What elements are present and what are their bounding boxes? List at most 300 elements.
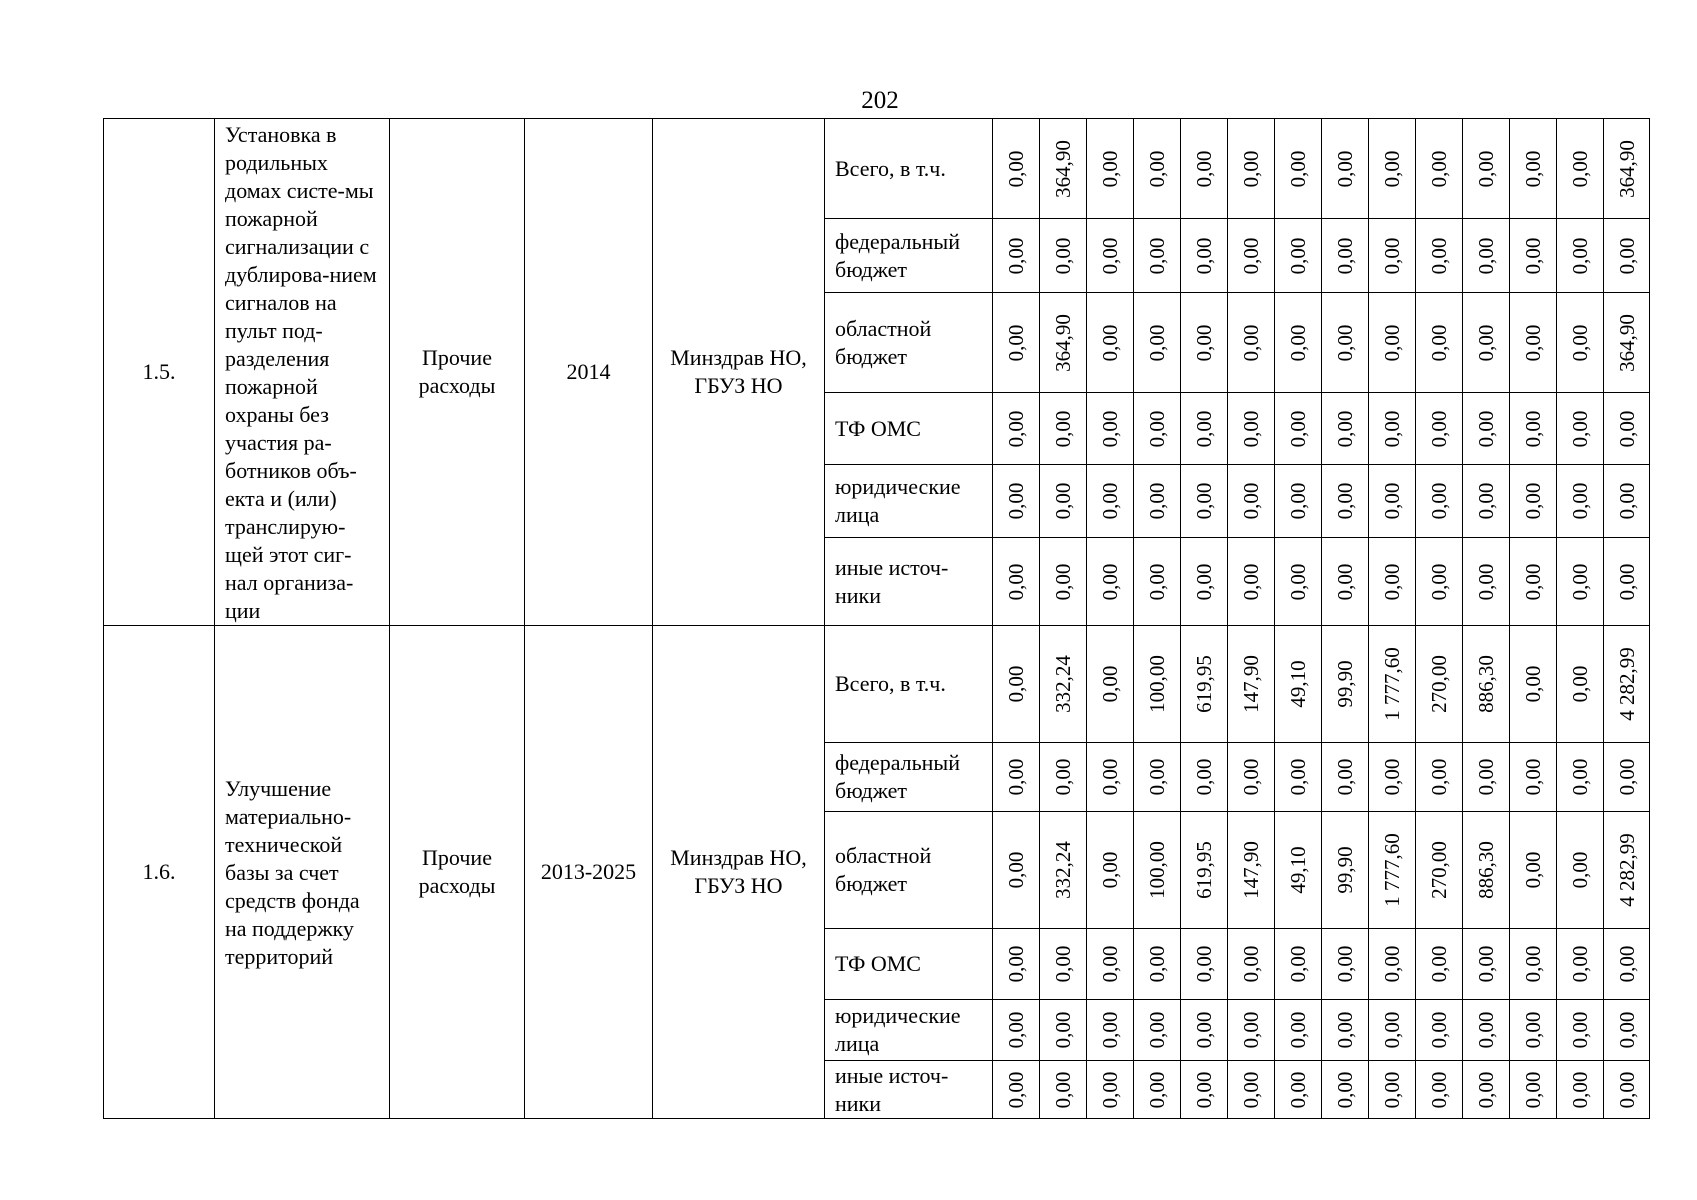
value-cell [1369,293,1416,393]
value-cell [1087,1061,1134,1119]
value-cell [1228,219,1275,293]
value-text: 0,00 [1192,324,1216,361]
value-cell [1322,393,1369,465]
value-text: 0,00 [1239,482,1263,520]
value-text: 0,00 [1474,237,1498,274]
value-text: 0,00 [1568,665,1592,703]
funding-source: федеральный бюджет [825,743,993,812]
value-text: 0,00 [1521,324,1545,361]
value-text: 100,00 [1145,841,1169,899]
value-text: 0,00 [1474,1011,1498,1049]
value-text: 0,00 [1380,237,1404,274]
value-cell [1463,743,1510,812]
value-cell [1463,812,1510,929]
value-cell [1369,538,1416,626]
value-cell [1463,1000,1510,1061]
value-cell [1557,1061,1604,1119]
value-text: 364,90 [1051,313,1075,372]
value-cell [1604,465,1650,538]
value-cell [993,626,1040,743]
value-cell [1275,812,1322,929]
funding-source: федеральный бюджет [825,219,993,293]
value-cell [993,929,1040,1000]
value-cell [1369,393,1416,465]
value-cell [1463,465,1510,538]
value-text: 0,00 [1239,410,1263,447]
value-text: 0,00 [1098,150,1122,187]
value-cell [1275,119,1322,219]
value-text: 0,00 [1004,665,1028,703]
executor: Минздрав НО, ГБУЗ НО [653,119,825,626]
value-text: 0,00 [1521,665,1545,703]
value-cell [1510,812,1557,929]
value-text: 0,00 [1521,150,1545,187]
value-cell [1040,812,1087,929]
value-cell [1369,743,1416,812]
expense-type: Прочие расходы [390,119,525,626]
value-text: 0,00 [1614,758,1639,796]
value-text: 0,00 [1004,410,1028,447]
value-cell [1604,929,1650,1000]
value-text: 0,00 [1192,1071,1216,1108]
value-text: 0,00 [1474,945,1498,983]
value-cell [1416,626,1463,743]
value-cell [993,293,1040,393]
value-cell [1040,219,1087,293]
value-cell [1416,119,1463,219]
value-cell [1557,293,1604,393]
value-text: 0,00 [1145,237,1169,274]
value-text: 332,24 [1051,841,1075,899]
value-cell [1322,465,1369,538]
value-text: 0,00 [1427,150,1451,187]
value-cell [1557,626,1604,743]
value-cell [1416,743,1463,812]
value-cell [1134,929,1181,1000]
budget-table [103,118,1650,1119]
value-text: 0,00 [1286,1071,1310,1108]
value-cell [1275,465,1322,538]
value-text: 0,00 [1098,482,1122,520]
value-text: 0,00 [1521,1071,1545,1108]
value-text: 0,00 [1474,563,1498,600]
value-cell [1040,1061,1087,1119]
value-text: 0,00 [1474,482,1498,520]
value-cell [993,119,1040,219]
value-cell [1087,929,1134,1000]
value-cell [1087,465,1134,538]
section-name: Улучшение материально-технической базы за счет средств фонда на поддержку территорий [215,626,390,1119]
value-text: 0,00 [1333,563,1357,600]
value-cell [993,743,1040,812]
value-cell [1463,1061,1510,1119]
value-text: 0,00 [1051,1071,1075,1108]
value-text: 0,00 [1192,758,1216,796]
value-cell [1040,1000,1087,1061]
value-cell [1510,293,1557,393]
value-text: 0,00 [1380,1071,1404,1108]
value-cell [1181,1000,1228,1061]
value-text: 0,00 [1098,945,1122,983]
value-text: 0,00 [1286,482,1310,520]
value-cell [1416,219,1463,293]
value-text: 0,00 [1427,1011,1451,1049]
value-cell [1040,929,1087,1000]
value-text: 0,00 [1521,482,1545,520]
value-text: 4 282,99 [1614,833,1639,907]
value-cell [1134,1000,1181,1061]
value-text: 0,00 [1004,1071,1028,1108]
value-text: 0,00 [1568,482,1592,520]
value-cell [1087,812,1134,929]
value-text: 0,00 [1333,945,1357,983]
value-text: 0,00 [1004,945,1028,983]
value-cell [1416,812,1463,929]
value-cell [1557,465,1604,538]
value-text: 0,00 [1568,150,1592,187]
value-text: 0,00 [1145,410,1169,447]
value-text: 99,90 [1333,660,1357,708]
value-cell [1510,743,1557,812]
value-cell [1510,538,1557,626]
value-cell [1040,626,1087,743]
value-cell [1416,929,1463,1000]
value-text: 0,00 [1239,237,1263,274]
funding-source: Всего, в т.ч. [825,626,993,743]
value-cell [1322,538,1369,626]
value-text: 0,00 [1098,237,1122,274]
value-text: 0,00 [1568,1071,1592,1108]
value-text: 0,00 [1568,324,1592,361]
value-cell [993,1000,1040,1061]
value-text: 0,00 [1568,945,1592,983]
value-text: 0,00 [1192,945,1216,983]
value-text: 0,00 [1145,1071,1169,1108]
value-cell [993,465,1040,538]
value-text: 0,00 [1380,482,1404,520]
value-cell [1510,626,1557,743]
funding-source: юридические лица [825,1000,993,1061]
value-text: 0,00 [1521,758,1545,796]
value-text: 0,00 [1286,758,1310,796]
value-cell [1087,393,1134,465]
value-cell [1181,393,1228,465]
value-cell [1510,465,1557,538]
value-text: 100,00 [1145,655,1169,713]
value-text: 49,10 [1286,846,1310,894]
value-cell [1134,1061,1181,1119]
value-cell [1369,812,1416,929]
value-text: 0,00 [1051,410,1075,447]
value-text: 0,00 [1333,758,1357,796]
value-text: 0,00 [1614,945,1639,983]
value-text: 0,00 [1239,1011,1263,1049]
value-text: 0,00 [1380,563,1404,600]
value-cell [1369,465,1416,538]
value-cell [1463,119,1510,219]
value-cell [1416,393,1463,465]
value-text: 0,00 [1521,410,1545,447]
value-text: 364,90 [1614,139,1639,198]
value-text: 0,00 [1145,945,1169,983]
value-cell [1275,219,1322,293]
value-cell [1322,929,1369,1000]
value-cell [1275,293,1322,393]
funding-source: Всего, в т.ч. [825,119,993,219]
value-cell [993,812,1040,929]
value-text: 364,90 [1614,313,1639,372]
value-cell [1322,626,1369,743]
value-cell [1228,1000,1275,1061]
value-text: 0,00 [1333,237,1357,274]
value-text: 0,00 [1333,1011,1357,1049]
value-text: 0,00 [1568,851,1592,889]
value-cell [1463,929,1510,1000]
value-text: 0,00 [1098,410,1122,447]
value-cell [1557,929,1604,1000]
value-text: 0,00 [1145,758,1169,796]
value-cell [1228,119,1275,219]
value-cell [1134,465,1181,538]
value-text: 0,00 [1286,324,1310,361]
value-cell [1134,219,1181,293]
value-cell [1322,1061,1369,1119]
value-cell [1040,538,1087,626]
value-text: 0,00 [1051,945,1075,983]
value-text: 0,00 [1239,150,1263,187]
value-text: 364,90 [1051,139,1075,198]
value-cell [1416,1061,1463,1119]
value-cell [1181,743,1228,812]
value-cell [1604,393,1650,465]
value-text: 0,00 [1145,150,1169,187]
value-text: 0,00 [1004,324,1028,361]
value-text: 0,00 [1239,945,1263,983]
implementation-period: 2014 [525,119,653,626]
value-text: 0,00 [1286,945,1310,983]
value-cell [1510,119,1557,219]
value-cell [1369,1061,1416,1119]
value-cell [1322,812,1369,929]
value-text: 99,90 [1333,846,1357,894]
value-text: 0,00 [1051,563,1075,600]
value-text: 0,00 [1333,324,1357,361]
value-cell [1557,538,1604,626]
value-cell [1557,743,1604,812]
value-text: 0,00 [1098,758,1122,796]
value-text: 0,00 [1333,1071,1357,1108]
value-text: 0,00 [1051,482,1075,520]
value-text: 0,00 [1239,1071,1263,1108]
value-text: 0,00 [1192,237,1216,274]
value-cell [1604,293,1650,393]
value-text: 0,00 [1098,324,1122,361]
value-text: 0,00 [1004,150,1028,187]
value-cell [1557,393,1604,465]
value-text: 0,00 [1051,1011,1075,1049]
value-cell [1228,929,1275,1000]
value-text: 0,00 [1568,563,1592,600]
table-row [104,626,1650,743]
value-cell [1134,812,1181,929]
value-cell [1604,1000,1650,1061]
value-cell [1087,743,1134,812]
value-cell [1040,119,1087,219]
value-text: 4 282,99 [1614,647,1639,721]
value-cell [1228,812,1275,929]
value-text: 0,00 [1568,1011,1592,1049]
value-text: 886,30 [1474,655,1498,713]
value-cell [1181,465,1228,538]
funding-source: ТФ ОМС [825,929,993,1000]
value-text: 0,00 [1286,237,1310,274]
value-cell [1040,743,1087,812]
value-cell [1463,626,1510,743]
value-cell [1463,293,1510,393]
value-text: 0,00 [1614,410,1639,447]
value-text: 0,00 [1286,1011,1310,1049]
value-cell [1275,1061,1322,1119]
value-cell [1181,1061,1228,1119]
value-text: 0,00 [1333,482,1357,520]
value-cell [1322,293,1369,393]
value-cell [1275,538,1322,626]
value-text: 0,00 [1427,237,1451,274]
value-cell [1134,743,1181,812]
value-text: 0,00 [1333,410,1357,447]
value-cell [1557,1000,1604,1061]
value-cell [1510,1061,1557,1119]
funding-source: юридические лица [825,465,993,538]
value-cell [1322,119,1369,219]
value-cell [1416,465,1463,538]
page-number: 202 [861,87,899,114]
value-cell [1275,1000,1322,1061]
value-text: 0,00 [1239,563,1263,600]
value-cell [1181,929,1228,1000]
value-cell [1181,119,1228,219]
value-cell [1416,538,1463,626]
value-cell [993,219,1040,293]
value-text: 0,00 [1004,482,1028,520]
value-text: 0,00 [1380,945,1404,983]
value-text: 0,00 [1568,237,1592,274]
value-text: 0,00 [1614,563,1639,600]
value-cell [1228,1061,1275,1119]
value-cell [1416,1000,1463,1061]
value-text: 0,00 [1427,410,1451,447]
value-text: 0,00 [1098,1071,1122,1108]
section-name: Установка в родильных домах систе-мы пожарной сигнализации с дублирова-нием сигналов на пульт под-разделения пожарной охраны без участия ра-ботников объ-екта и (или) транслирую-щей этот сиг-нал организа-ции [215,119,390,626]
value-cell [1087,119,1134,219]
value-text: 0,00 [1004,563,1028,600]
value-text: 270,00 [1427,655,1451,713]
value-text: 886,30 [1474,841,1498,899]
value-cell [1557,119,1604,219]
value-cell [1228,293,1275,393]
value-cell [1228,626,1275,743]
value-text: 0,00 [1051,758,1075,796]
value-cell [1322,219,1369,293]
value-cell [1510,1000,1557,1061]
value-cell [1040,465,1087,538]
value-text: 147,90 [1239,841,1263,899]
value-cell [1369,1000,1416,1061]
value-cell [1040,393,1087,465]
value-cell [1604,119,1650,219]
value-cell [993,393,1040,465]
value-text: 0,00 [1427,563,1451,600]
value-cell [1087,293,1134,393]
value-cell [1134,119,1181,219]
value-text: 619,95 [1192,655,1216,713]
value-cell [1369,219,1416,293]
value-text: 0,00 [1427,324,1451,361]
value-text: 0,00 [1474,410,1498,447]
value-cell [1228,393,1275,465]
value-text: 0,00 [1614,1011,1639,1049]
value-cell [1604,812,1650,929]
funding-source: иные источ-ники [825,538,993,626]
executor: Минздрав НО, ГБУЗ НО [653,626,825,1119]
value-cell [1087,219,1134,293]
value-text: 0,00 [1192,150,1216,187]
value-cell [1510,393,1557,465]
funding-source: областной бюджет [825,293,993,393]
value-cell [1087,626,1134,743]
value-cell [1510,219,1557,293]
table-row [104,119,1650,219]
value-text: 0,00 [1239,324,1263,361]
value-text: 0,00 [1427,945,1451,983]
value-cell [1322,1000,1369,1061]
value-text: 0,00 [1474,1071,1498,1108]
value-text: 0,00 [1145,324,1169,361]
value-text: 0,00 [1427,758,1451,796]
value-text: 0,00 [1098,851,1122,889]
value-text: 0,00 [1004,1011,1028,1049]
value-text: 0,00 [1474,758,1498,796]
value-text: 270,00 [1427,841,1451,899]
value-cell [993,1061,1040,1119]
value-cell [1604,743,1650,812]
value-text: 0,00 [1568,410,1592,447]
value-text: 0,00 [1239,758,1263,796]
value-text: 0,00 [1004,237,1028,274]
value-cell [1181,538,1228,626]
value-text: 0,00 [1380,324,1404,361]
value-cell [1181,626,1228,743]
value-text: 0,00 [1614,482,1639,520]
value-cell [1416,293,1463,393]
value-text: 0,00 [1380,758,1404,796]
value-cell [1134,626,1181,743]
value-cell [1510,929,1557,1000]
section-number: 1.6. [104,626,215,1119]
value-text: 0,00 [1568,758,1592,796]
value-text: 332,24 [1051,655,1075,713]
value-text: 0,00 [1614,1071,1639,1108]
funding-source: ТФ ОМС [825,393,993,465]
value-text: 0,00 [1380,1011,1404,1049]
section-number: 1.5. [104,119,215,626]
value-text: 0,00 [1614,237,1639,274]
value-text: 0,00 [1098,665,1122,703]
value-text: 0,00 [1192,410,1216,447]
funding-source: областной бюджет [825,812,993,929]
value-text: 0,00 [1333,150,1357,187]
expense-type: Прочие расходы [390,626,525,1119]
